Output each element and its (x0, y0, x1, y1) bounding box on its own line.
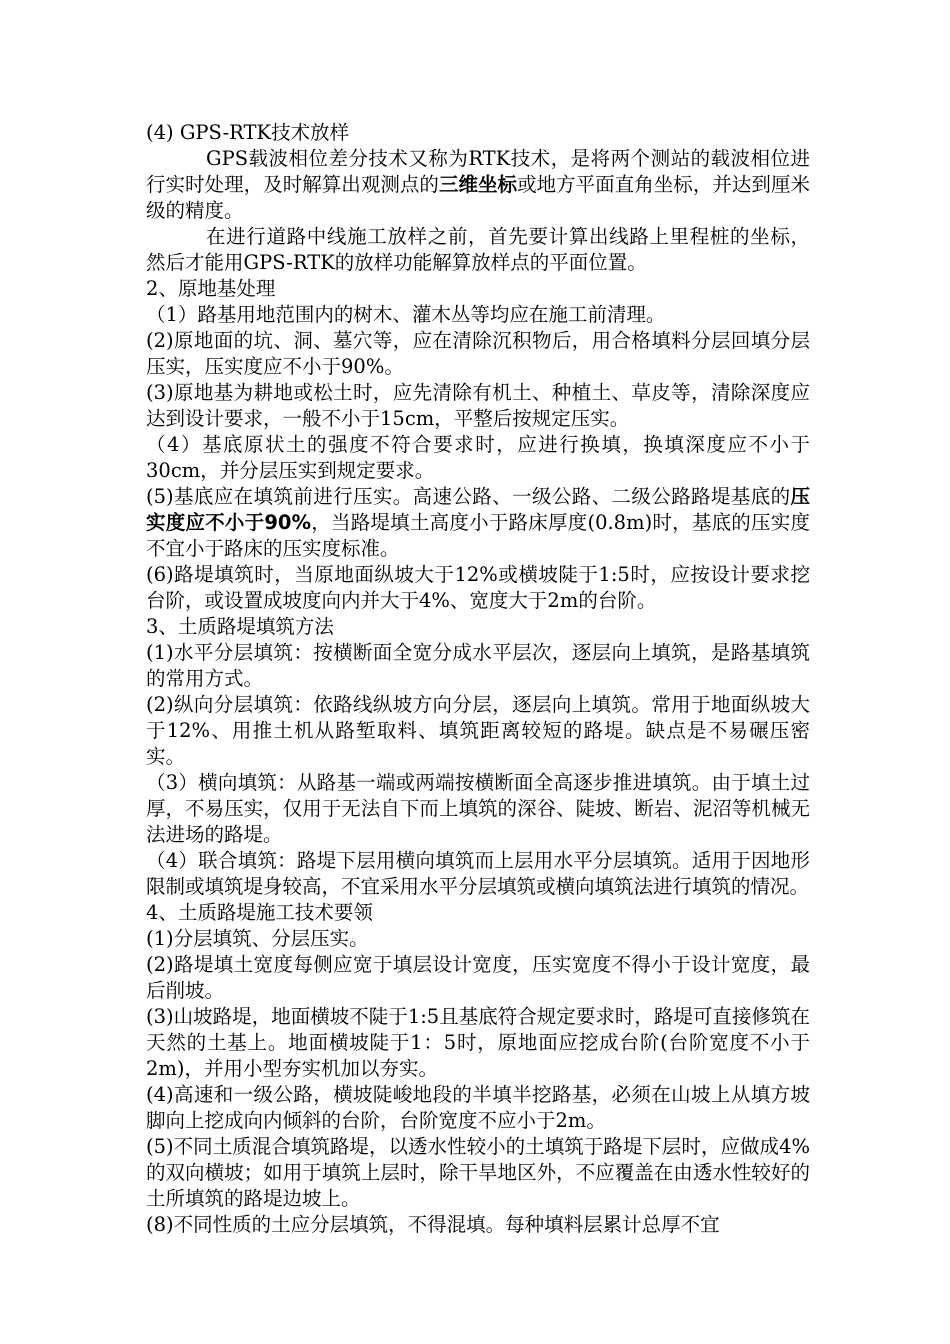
section-heading-construction-tips: 4、土质路堤施工技术要领 (146, 901, 373, 924)
section-heading-foundation: 2、原地基处理 (146, 277, 276, 300)
list-item: (4)高速和一级公路，横坡陡峻地段的半填半挖路基，必须在山坡上从填方坡脚向上挖成向内倾斜的台阶，台阶宽度不应小于2m。 (146, 1083, 810, 1132)
list-item: （3）横向填筑：从路基一端或两端按横断面全高逐步推进填筑。由于填土过厚，不易压实，仅用于无法自下而上填筑的深谷、陡坡、断岩、泥沼等机械无法进场的路堤。 (146, 771, 810, 846)
bold-term-compaction: 压实度应不小于90% (146, 485, 810, 534)
paragraph-rtk-definition (146, 146, 810, 224)
text-run: (5)基底应在填筑前进行压实。高速公路、一级公路、二级公路路堤基底的 (146, 485, 791, 508)
section-heading-fill-methods: 3、土质路堤填筑方法 (146, 615, 334, 638)
list-item: （4）基底原状土的强度不符合要求时，应进行换填，换填深度应不小于30cm，并分层压实到规定要求。 (146, 433, 810, 482)
list-item: (2)原地面的坑、洞、墓穴等，应在清除沉积物后，用合格填料分层回填分层压实，压实度应不小于90%。 (146, 329, 810, 378)
list-item: (3)原地基为耕地或松土时，应先清除有机土、种植土、草皮等，清除深度应达到设计要求，一般不小于15cm，平整后按规定压实。 (146, 381, 810, 430)
list-item: (1)分层填筑、分层压实。 (146, 927, 369, 950)
list-item: (1)水平分层填筑：按横断面全宽分成水平层次，逐层向上填筑，是路基填筑的常用方式。 (146, 641, 810, 690)
text-run: GPS载波相位差分技术又称为RTK技术，是将两个测站的载波相位进行实时处理，及时解算出观测点的 (146, 147, 810, 196)
list-item: (5)不同土质混合填筑路堤，以透水性较小的土填筑于路堤下层时，应做成4%的双向横坡；如用于填筑上层时，除干旱地区外，不应覆盖在由透水性较好的土所填筑的路堤边坡上。 (146, 1135, 810, 1210)
document-body (146, 120, 810, 1238)
list-item: （4）联合填筑：路堤下层用横向填筑而上层用水平分层填筑。适用于因地形限制或填筑堤身较高，不宜采用水平分层填筑或横向填筑法进行填筑的情况。 (146, 849, 810, 898)
paragraph-stakeout: 在进行道路中线施工放样之前，首先要计算出线路上里程桩的坐标，然后才能用GPS-RTK的放样功能解算放样点的平面位置。 (146, 225, 810, 274)
list-item: (3)山坡路堤，地面横坡不陡于1:5且基底符合规定要求时，路堤可直接修筑在天然的土基上。地面横坡陡于1：5时，原地面应挖成台阶(台阶宽度不小于2m)，并用小型夯实机加以夯实。 (146, 1005, 810, 1080)
list-item: (6)路堤填筑时，当原地面纵坡大于12%或横坡陡于1:5时，应按设计要求挖台阶，或设置成坡度向内并大于4%、宽度大于2m的台阶。 (146, 563, 810, 612)
list-item: (2)纵向分层填筑：依路线纵坡方向分层，逐层向上填筑。常用于地面纵坡大于12%、用推土机从路堑取料、填筑距离较短的路堤。缺点是不易碾压密实。 (146, 693, 810, 768)
list-item (146, 484, 810, 562)
section-heading-gps-rtk: (4) GPS-RTK技术放样 (146, 121, 350, 144)
text-run: 或地方平面直角坐标，并达到厘米级的精度。 (146, 173, 810, 222)
text-run: ，当路堤填土高度小于路床厚度(0.8m)时，基底的压实度不宜小于路床的压实度标准。 (146, 511, 810, 560)
bold-term-3d-coordinates: 三维坐标 (438, 173, 518, 196)
list-item: (2)路堤填土宽度每侧应宽于填层设计宽度，压实宽度不得小于设计宽度，最后削坡。 (146, 953, 810, 1002)
list-item: （1）路基用地范围内的树木、灌木丛等均应在施工前清理。 (146, 303, 666, 326)
list-item: (8)不同性质的土应分层填筑，不得混填。每种填料层累计总厚不宜 (146, 1213, 720, 1236)
